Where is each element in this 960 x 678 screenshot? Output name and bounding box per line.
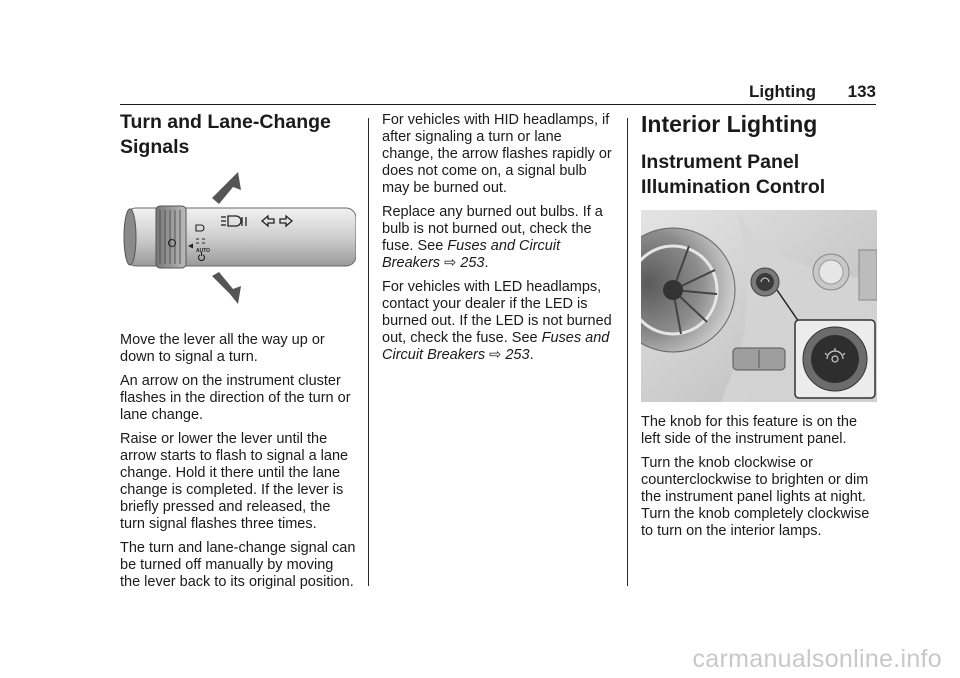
turn-signal-lever-figure	[120, 170, 356, 308]
column-3	[641, 110, 877, 547]
paragraph: Replace any burned out bulbs. If a bulb is not burned out, check the fuse. See Fuses and Circuit Breakers ⇨ 253.	[382, 204, 603, 271]
page-ref-icon: ⇨	[489, 347, 502, 363]
header-divider	[120, 104, 876, 105]
chapter-heading: Interior Lighting	[641, 111, 818, 137]
paragraph: The turn and lane-change signal can be turned off manually by moving the lever back to its original position.	[120, 540, 356, 590]
auto-label: AUTO	[196, 248, 211, 254]
section-heading: Turn and Lane-Change Signals	[120, 111, 331, 158]
page-header	[120, 82, 876, 104]
page-number: 133	[847, 82, 876, 101]
subsection-heading: Instrument Panel Illumination Control	[641, 151, 826, 198]
arrow-up-icon	[212, 172, 241, 204]
instrument-panel-knob-figure	[641, 210, 877, 402]
cross-reference-link[interactable]: Fuses and Circuit Breakers ⇨ 253	[382, 330, 610, 363]
page-ref-icon: ⇨	[444, 255, 457, 271]
paragraph: Raise or lower the lever until the arrow starts to flash to signal a lane change. Hold it there until the lane change is completed. If the lever is briefly pressed and released, the turn signal flashes three times.	[120, 431, 349, 532]
cross-reference-link[interactable]: Fuses and Circuit Breakers ⇨ 253	[382, 238, 561, 271]
column-divider-1	[368, 118, 369, 586]
column-1	[120, 110, 356, 598]
paragraph: The knob for this feature is on the left side of the instrument panel.	[641, 414, 858, 447]
column-divider-2	[627, 118, 628, 586]
paragraph: An arrow on the instrument cluster flashes in the direction of the turn or lane change.	[120, 373, 351, 423]
paragraph: For vehicles with HID headlamps, if after signaling a turn or lane change, the arrow flashes rapidly or does not come on, a signal bulb may be burned out.	[382, 112, 612, 196]
arrow-down-icon	[212, 272, 241, 304]
section-title: Lighting	[748, 82, 816, 101]
paragraph: For vehicles with LED headlamps, contact your dealer if the LED is burned out. If the LED is not burned out, check the fuse. See Fuses and Circuit Breakers ⇨ 253.	[382, 279, 612, 363]
paragraph: Move the lever all the way up or down to signal a turn.	[120, 332, 325, 365]
paragraph: Turn the knob clockwise or counterclockwise to brighten or dim the instrument panel lights at night. Turn the knob completely clockwise to turn on the interior lamps.	[641, 455, 870, 539]
column-2	[382, 112, 614, 371]
watermark: carmanualsonline.info	[692, 645, 942, 673]
